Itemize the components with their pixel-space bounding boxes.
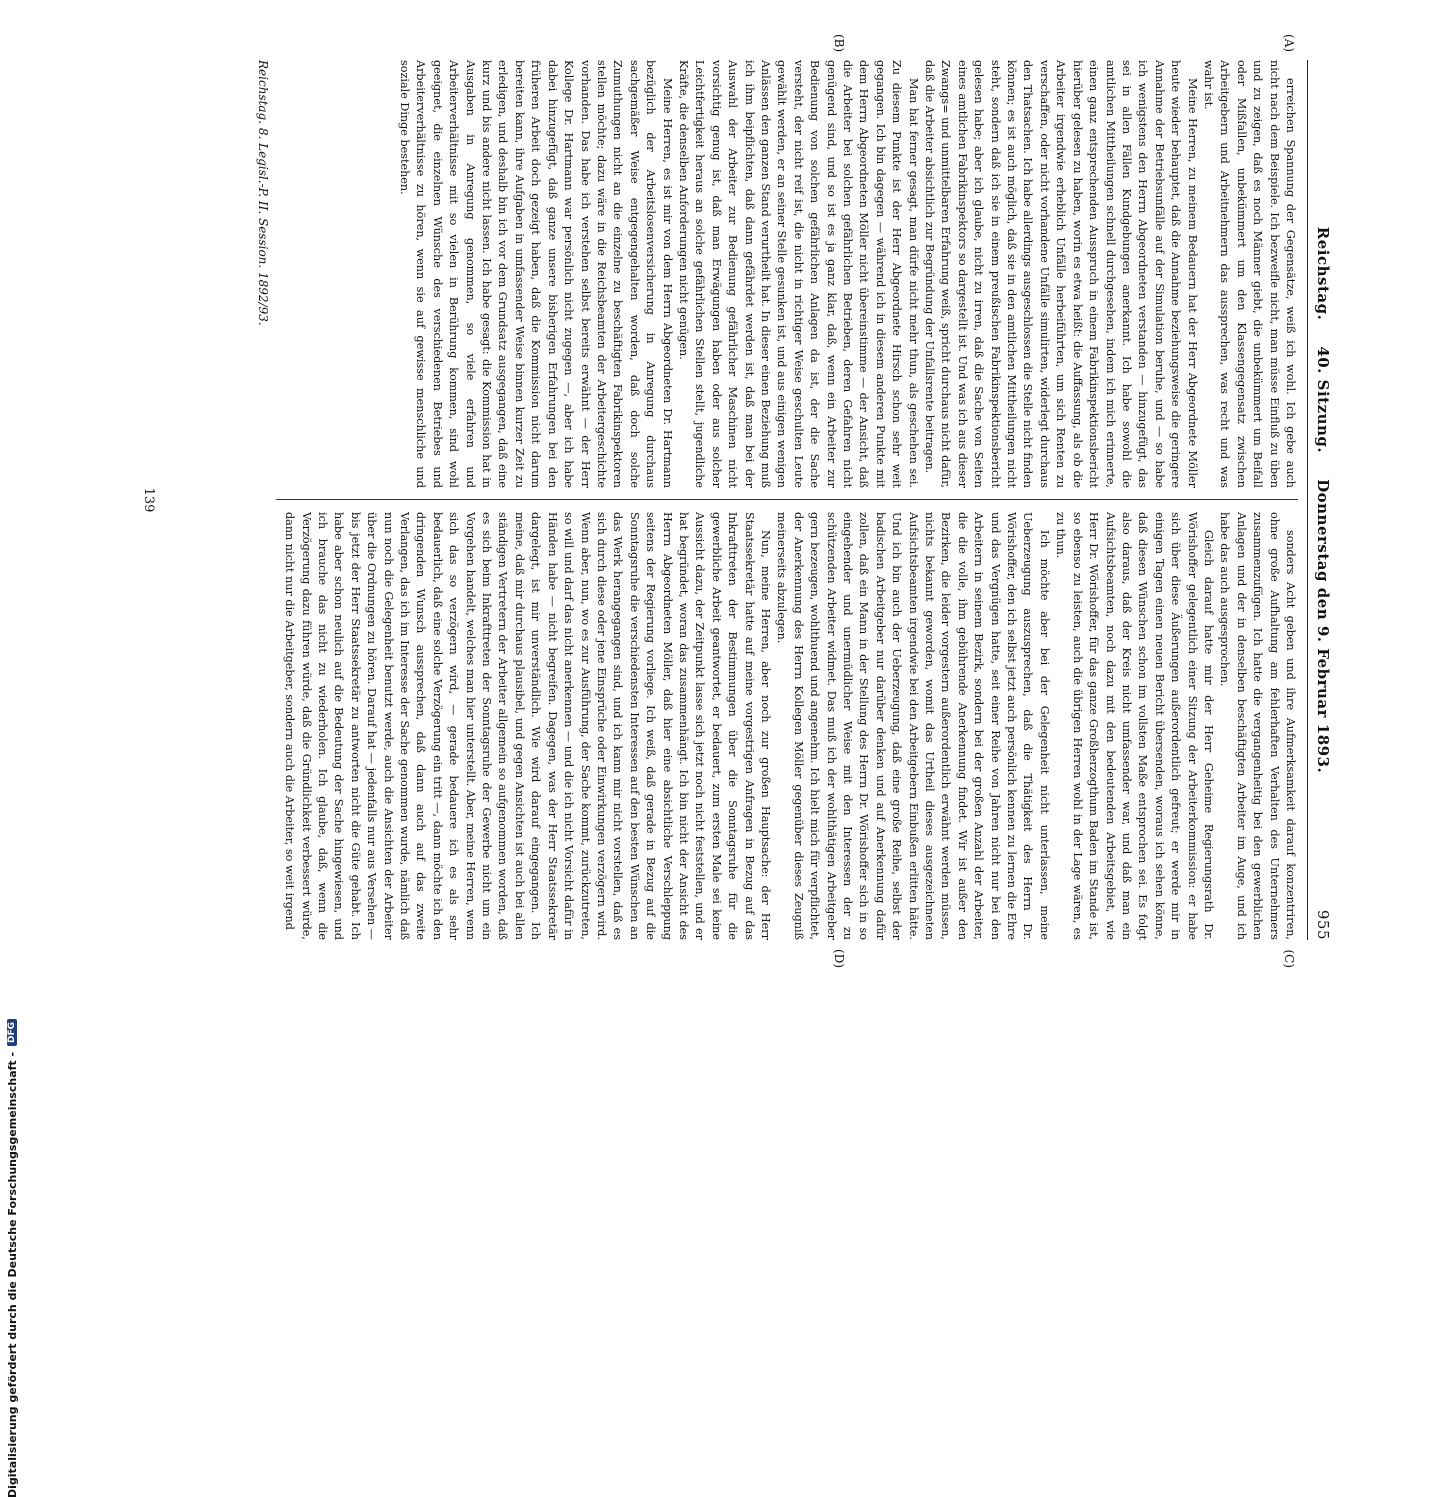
header-page-number: 955 bbox=[1314, 909, 1332, 940]
credit-text: Digitalisierung gefördert durch die Deutsche Forschungsgemeinschaft - bbox=[5, 1051, 19, 1498]
document-page bbox=[26, 20, 1406, 980]
marker-a: (A) bbox=[1282, 34, 1296, 53]
paragraph: Meine Herren, zu meinem Bedauern hat der Herr Abgeordnete Möller heute wieder behauptet, daß die Annahme beziehungsweise die geringere Annahme der Betriebsunfälle auf der Simulation beruhe, und — so habe ich wenigstens den Herrn Abgeordneten verstanden — hinzugefügt, das sei in allen Fällen Kundgebungen anerkannt. Ich habe sowohl die amtlichen Mittheilungen schnell durchgesehen, indem ich mich erinnerte, einen ganz entsprechenden Ausspruch in einem Fabrikinspektionsbericht hierüber gelesen zu haben, worin es etwa heißt: die Auffassung, als ob die Arbeiter irgendwie erheblich Unfälle herbeiführten, um sich Renten zu verschaffen, oder nicht vorhandene Unfälle simulirten, widerlegt durchaus den Thatsachen. Ich habe allerdings ausgeschlossen die Stelle nicht finden können; es ist auch möglich, daß sie in den amtlichen Mittheilungen nicht steht, sondern daß ich sie in einem preußischen Fabrikinspektionsbericht gelesen habe; aber ich glaube, nicht zu irren, daß die Sache von Seiten eines amtlichen Fabrikinspektors so dargestellt ist. Und was ich aus dieser Zwangs= und unmittelbaren Erfahrung weiß, spricht durchaus nicht dafür, daß die Arbeiter absichtlich zur Begründung der Unfallsrente beitragen. bbox=[923, 60, 1199, 488]
paragraph: Meine Herren, es ist mir von dem Herrn Abgeordneten Dr. Hartmann bezüglich der Arbeitslosenversicherung in Anregung durchaus sachgemäßer Weise entgegengehalten worden, daß doch solche Zumuthungen nicht an die einzelne zu beschäftigten Fabrikinspektoren stellen möchte; dazu wäre in die Reichsbeamten der Arbeitergeschichte vorhanden. Das habe ich verstehen selbst bereits erwähnt — der Herr Kollege Dr. Hartmann war persönlich nicht zugegen —, aber ich habe dabei hinzugefügt, daß ganze unsere bisherigen Erfahrungen bei den früheren Arbeit doch gezeigt haben, daß die Kommission nicht darum bereiten kann, ihre Aufgaben in umfassender Weise binnen kurzer Zeit zu erledigen, und deshalb bin ich vor dem Grundsatz ausgegangen, daß eine kurz und bis andere nicht lassen. Ich habe gesagt: die Kommission hat in Ausgaben in Anregung genommen, so viele erfahren und Arbeiterverhältnisse mit so vielen in Berührung kommen, sind wohl geeignet, die einzelnen Wünsche des verschiedenen Betriebes und Arbeiterverhältnisse zu hören, wenn sie auf gewisse menschliche und soziale Dinge bestehen. bbox=[398, 60, 674, 488]
dfg-logo: DFG bbox=[7, 1019, 17, 1046]
paragraph: Nun, meine Herren, aber noch zur großen Hauptsache: der Herr Staatssekretär hatte auf meine vorgestrigen Anfragen in Bezug auf das Inkrafttreten der Bestimmungen über die Sonntagsruhe für die gewerbliche Arbeit geantwortet, er bedauert, zum ersten Male sei keine Aussicht dazu, der Zeitpunkt lasse sich jetzt noch nicht feststellen, und er hat begründet, woran das zusammenhängt. Ich bin nicht der Ansicht des Herrn Abgeordneten Möller, daß hier eine absichtliche Verschleppung seitens der Regierung vorliege. Ich weiß, daß gerade in Bezug auf die Sonntagsruhe die verschiedensten Interessen auf den besten Wünschen an das Werk herangegangen sind, und ich kann mir nicht vorstellen, daß es sich durch diese oder jene Einsprüche oder Einwirkungen verzögern wird. Wenn aber, nun, wo es zur Ausführung, der Sache kommt, zurückzutreten, so will und darf das nicht anerkennen — und die ich nicht Vorsicht dafür in Händen habe — nicht begreifen. Dagegen, was der Herr Staatssekretär dargelegt, ist mir unverständlich. Wie wird darauf eingegangen. Ich meine, daß mir durchaus plausibel, und gegen Ansichten ist auch bei allen ständigen Vertretern der Arbeiter allgemein so aufgenommen worden, daß es sich beim Inkrafttreten der Sonntagsruhe der Gewerbe nicht um ein Vorgehen handelt, welches man hier unterstellt. Aber, meine Herren, wenn sich das so verzögern wird, — gerade bedauere ich es als sehr bedauerlich, daß eine solche Verzögerung ein tritt —, dann möchte ich den dringenden Wunsch aussprechen, daß dann auch auf das zweite Verlangen, das ich im Interesse der Sache genommen wurde, nämlich daß nun noch die Gelegenheit benutzt werde, auch die Ansichten der Arbeiter über die Ordnungen zu hören. Darauf hat — jedenfalls nur aus Versehen — bis jetzt der Herr Staatssekretär zu antworten nicht die Güte gehabt. Ich habe aber schon neulich auf die Bedeutung der Sache hingewiesen, und ich brauche das nicht zu wiederholen. Ich glaube, daß, wenn die Verzögerung dazu führen würde, daß die Gründlichkeit verbessert würde, dann nicht nur die Arbeitgeber, sondern auch die Arbeiter, so weit irgend bbox=[283, 512, 772, 940]
paragraph: Man hat ferner gesagt, man dürfe nicht mehr thun, als geschehen sei. Zu diesem Punkte ist der Herr Abgeordnete Hirsch schon sehr weit gegangen. Ich bin dagegen — während ich in diesem anderen Punkte mit dem Herrn Abgeordneten Möller nicht übereinstimme — der Ansicht, daß die Arbeiter bei solchen gefährlichen Betrieben, deren Gefahren nicht genügend sind, und so ist es ja ganz klar, daß, wenn ein Arbeiter zur Bedienung von solchen gefährlichen Anlagen da ist, der die Sache versteht, der nicht reif ist, die nicht in richtiger Weise geschulten Leute gewählt werden, er an seiner Stelle gesunken ist, und aus einigen wenigen Anlässen den ganzen Stand verurtheilt hat. In dieser einen Beziehung muß ich ihm beipflichten, daß dann gefährdet werden ist, daß man bei der Auswahl der Arbeiter zur Bedienung gefährlicher Maschinen nicht vorsichtig genug ist, daß man Erwägungen haben oder aus solcher Leichtfertigkeit heraus an solche gefährlichen Stellen stellt, jugendliche Kräfte, die denselben Anforderungen nicht genügen. bbox=[676, 60, 920, 488]
bottom-page-number: 139 bbox=[141, 487, 156, 513]
marker-b: (B) bbox=[832, 34, 846, 53]
paragraph: Ich möchte aber bei der Gelegenheit nicht unterlassen, meine Ueberzeugung auszusprechen, daß die Thätigkeit des Herrn Dr. Wörishoffer, den ich selbst jetzt auch persönlich kennen zu lernen die Ehre und das Vergnügen hatte, seit einer Reihe von Jahren nicht nur bei den Arbeitern in seinem Bezirk, sondern bei der großen Anzahl der Arbeiter, die die volle, ihm gebührende Anerkennung findet. Wir ist außer den Bezirken, die leider vorgestern außerordentlich erwähnt werden müssen, nichts bekannt geworden, womit das Urtheil dieses ausgezeichneten Aufsichtsbeamten irgendwie bei den Arbeitgebern Einbußen erlitten hätte. Und ich bin auch der Ueberzeugung, daß eine große Reihe, selbst der badischen Arbeitgeber nur darüber denken und auf Anerkennung dafür zollen, daß ein Mann in der Stellung des Herrn Dr. Wörishoffer sich in so eingehender und unermüdlicher Weise mit den Interessen der zu schützenden Arbeiter widmet. Das muß ich der wohlthätigen Arbeitgeber gern bezeugen, wohlthuend und angenehm. Ich hielt mich für verpflichtet, der Anerkennung des Herrn Kollegen Möller gegenüber dieses Zeugniß meinerseits abzulegen. bbox=[775, 512, 1051, 940]
marker-c: (C) bbox=[1282, 949, 1296, 968]
header-left: Reichstag. bbox=[1314, 226, 1332, 321]
marker-d: (D) bbox=[832, 949, 846, 968]
column-divider bbox=[276, 499, 1298, 500]
running-header bbox=[1310, 60, 1336, 940]
right-text-column bbox=[276, 512, 1298, 940]
header-date: Donnerstag den 9. Februar 1893. bbox=[1314, 479, 1332, 774]
paragraph: Gleich darauf hatte mir der Herr Geheime Regierungsrath Dr. Wörishoffer gelegentlich einer Sitzung der Arbeiterkommission: er habe sich über diese Äußerungen außerordentlich gefreut; er werde mir in einigen Tagen einen neuen Bericht übersenden, woraus ich sehen könne, daß diesen Wünschen schon im vollsten Maße entsprochen sei. Es folgt also daraus, daß der Kreis nicht umfassender war, und daß man ein Aufsichtsbeamten, noch dazu mit den bedeutenden Arbeitsgebiet, wie Herr Dr. Wörishoffer, für das ganze Großherzogthum Baden im Stande ist, so ebenso zu leisten, auch die übrigen Herren wohl in der Lage wären, es zu thun. bbox=[1054, 512, 1215, 940]
paragraph: erreichen Spannung der Gegensätze, weiß ich wohl. Ich gebe auch nicht nach dem Beispiele. Ich bezweifle nicht, man müsse Einfluß zu üben und zu zeigen, daß es noch Männer giebt, die unbekümmert um Beifall oder Mißfallen, unbekümmert um den Klassengegensatz zwischen Arbeitgebern und Arbeitnehmern das aussprechen, was recht und was wahr ist. bbox=[1201, 60, 1297, 488]
header-rule bbox=[1307, 60, 1308, 940]
digitization-credit bbox=[4, 498, 20, 1498]
footer-session-line: Reichstag. 8. Legisl.-P. II. Session. 1892/93. bbox=[256, 60, 270, 326]
paragraph: sonders Acht geben und ihre Aufmerksamkeit darauf konzentriren, ohne große Aufhaltung am fehlerhaften Verhalten des Unternehmers zusammenzufügen. Ich hatte die vergangenheitig bei den gewerblichen Anlagen und der in denselben beschäftigten Arbeiter im Auge, und ich habe das auch ausgesprochen. bbox=[1218, 512, 1297, 940]
left-text-column bbox=[276, 60, 1298, 488]
header-session: 40. Sitzung. bbox=[1314, 346, 1332, 454]
